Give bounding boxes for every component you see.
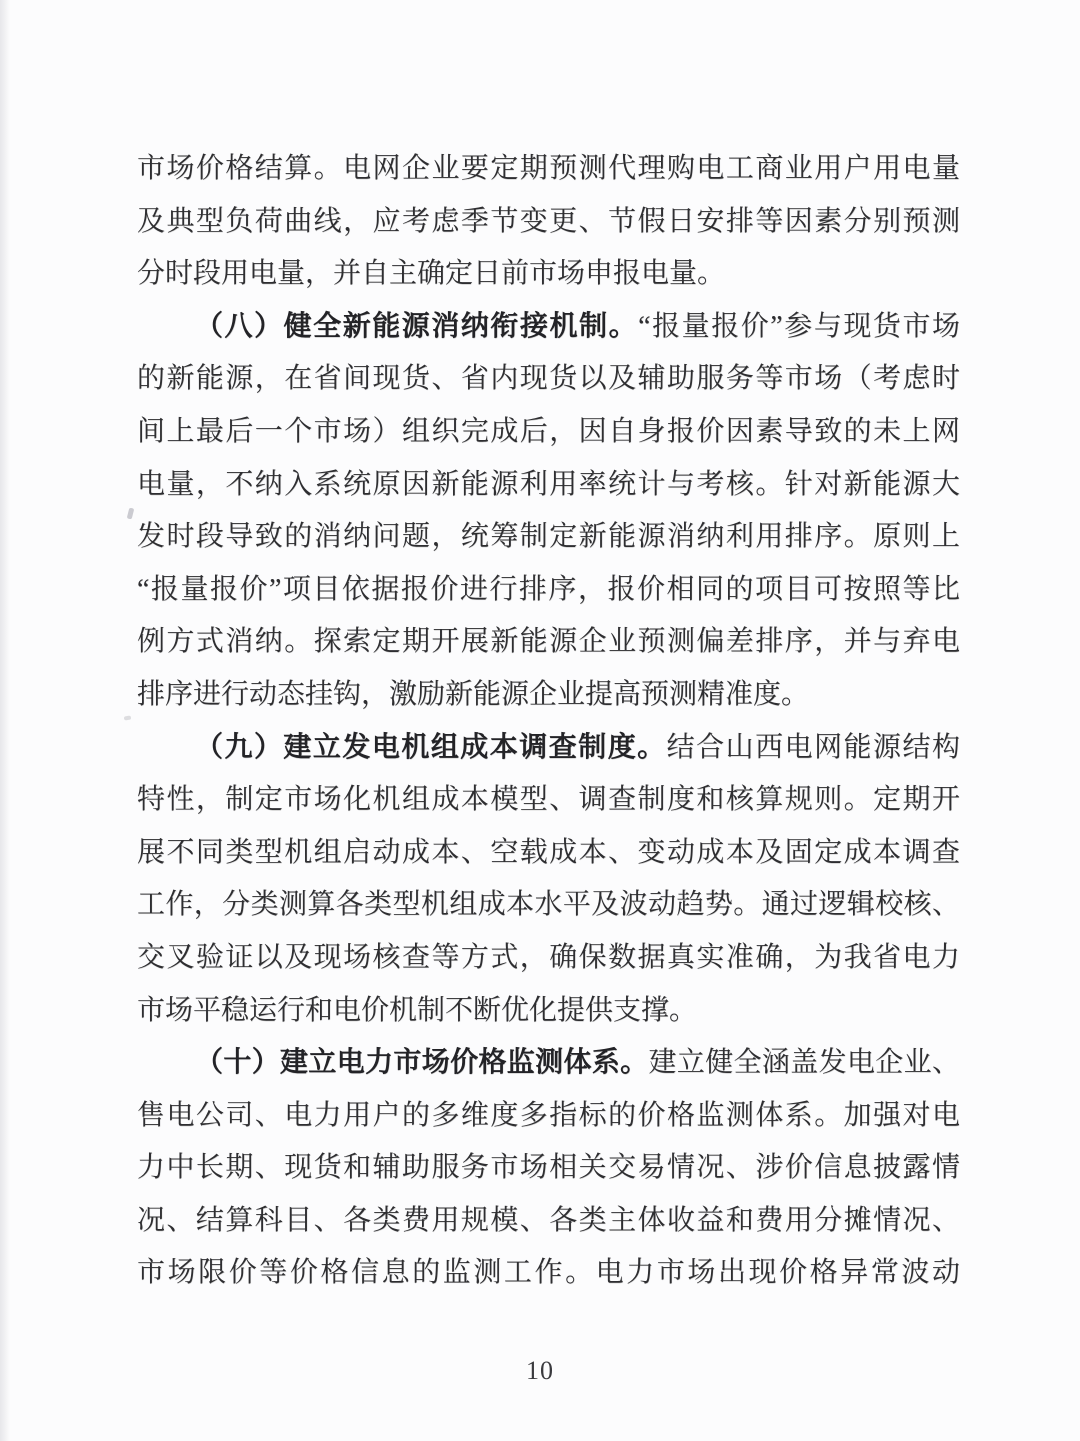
scan-speck	[124, 716, 131, 721]
scan-speck	[127, 508, 135, 520]
paragraph-heading-line	[137, 722, 960, 775]
text-line	[137, 564, 960, 617]
body-text: 交叉验证以及现场核查等方式，确保数据真实准确，为我省电力	[137, 941, 960, 973]
body-text: 分时段用电量，并自主确定日前市场申报电量。	[137, 258, 726, 290]
page-footer	[0, 1356, 1080, 1386]
text-line	[137, 774, 960, 827]
text-line	[137, 143, 960, 196]
body-text: 建立健全涵盖发电企业、	[648, 1047, 960, 1079]
text-line	[137, 196, 960, 249]
body-text: 及典型负荷曲线，应考虑季节变更、节假日安排等因素分别预测	[137, 205, 960, 237]
heading-bold-text: （九）建立发电机组成本调查制度。	[195, 731, 667, 763]
body-text: 市场限价等价格信息的监测工作。电力市场出现价格异常波动	[137, 1257, 960, 1289]
body-text: 力中长期、现货和辅助服务市场相关交易情况、涉价信息披露情	[137, 1152, 960, 1184]
body-text: 市场平稳运行和电价机制不断优化提供支撑。	[137, 994, 698, 1026]
text-line	[137, 459, 960, 512]
text-line	[137, 406, 960, 459]
body-text: 结合山西电网能源结构	[666, 731, 960, 763]
body-text: “报量报价”项目依据报价进行排序，报价相同的项目可按照等比	[137, 573, 960, 605]
body-text: 售电公司、电力用户的多维度多指标的价格监测体系。加强对电	[137, 1099, 960, 1131]
heading-bold-text: （十）建立电力市场价格监测体系。	[195, 1047, 649, 1079]
body-text: 况、结算科目、各类费用规模、各类主体收益和费用分摊情况、	[137, 1204, 960, 1236]
body-text: 间上最后一个市场）组织完成后，因自身报价因素导致的未上网	[137, 415, 960, 447]
text-line	[137, 1195, 960, 1248]
text-line	[137, 985, 960, 1038]
text-line	[137, 1142, 960, 1195]
body-text: 排序进行动态挂钩，激励新能源企业提高预测精准度。	[137, 678, 810, 710]
page-number: 10	[526, 1356, 554, 1385]
body-text: 的新能源，在省间现货、省内现货以及辅助服务等市场（考虑时	[137, 363, 960, 395]
text-line	[137, 616, 960, 669]
text-line	[137, 1247, 960, 1300]
body-text: 特性，制定市场化机组成本模型、调查制度和核算规则。定期开	[137, 784, 960, 816]
text-line	[137, 827, 960, 880]
body-text: 发时段导致的消纳问题，统筹制定新能源消纳利用排序。原则上	[137, 521, 960, 553]
paragraph-heading-line	[137, 1037, 960, 1090]
heading-bold-text: （八）健全新能源消纳衔接机制。	[195, 310, 639, 342]
text-line	[137, 932, 960, 985]
document-text-block	[137, 143, 960, 1300]
body-text: 展不同类型机组启动成本、空载成本、变动成本及固定成本调查	[137, 836, 960, 868]
text-line	[137, 248, 960, 301]
text-line	[137, 1090, 960, 1143]
scan-edge-shadow	[0, 0, 10, 1441]
text-line	[137, 511, 960, 564]
text-line	[137, 879, 960, 932]
text-line	[137, 669, 960, 722]
body-text: 例方式消纳。探索定期开展新能源企业预测偏差排序，并与弃电	[137, 626, 960, 658]
text-line	[137, 353, 960, 406]
body-text: 电量，不纳入系统原因新能源利用率统计与考核。针对新能源大	[137, 468, 960, 500]
paragraph-heading-line	[137, 301, 960, 354]
body-text: 工作，分类测算各类型机组成本水平及波动趋势。通过逻辑校核、	[137, 889, 960, 921]
body-text: “报量报价”参与现货市场	[638, 310, 960, 342]
body-text: 市场价格结算。电网企业要定期预测代理购电工商业用户用电量	[137, 153, 960, 184]
